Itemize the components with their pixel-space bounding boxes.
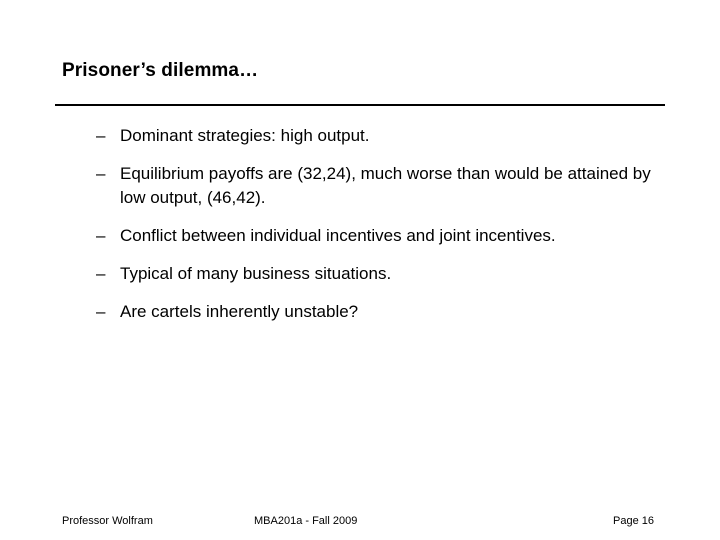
bullet-text: Dominant strategies: high output. [120, 126, 370, 145]
title-divider [55, 104, 665, 106]
bullet-text: Are cartels inherently unstable? [120, 302, 359, 321]
bullet-list [96, 124, 676, 338]
bullet-item [96, 300, 676, 324]
bullet-item [96, 162, 676, 210]
footer-author: Professor Wolfram [62, 515, 153, 527]
bullet-dash: – [96, 226, 106, 245]
bullet-text: Conflict between individual incentives and joint incentives. [120, 226, 556, 245]
bullet-text: Equilibrium payoffs are (32,24), much worse than would be attained by low output, (46,42). [120, 164, 651, 207]
bullet-text: Typical of many business situations. [120, 264, 392, 283]
bullet-item [96, 124, 676, 148]
footer-page-number: Page 16 [613, 515, 654, 527]
bullet-dash: – [96, 264, 106, 283]
bullet-item [96, 262, 676, 286]
bullet-dash: – [96, 126, 106, 145]
slide-title: Prisoner’s dilemma… [62, 60, 259, 81]
bullet-dash: – [96, 164, 106, 183]
bullet-dash: – [96, 302, 106, 321]
footer-course: MBA201a - Fall 2009 [254, 515, 358, 527]
bullet-item [96, 224, 676, 248]
